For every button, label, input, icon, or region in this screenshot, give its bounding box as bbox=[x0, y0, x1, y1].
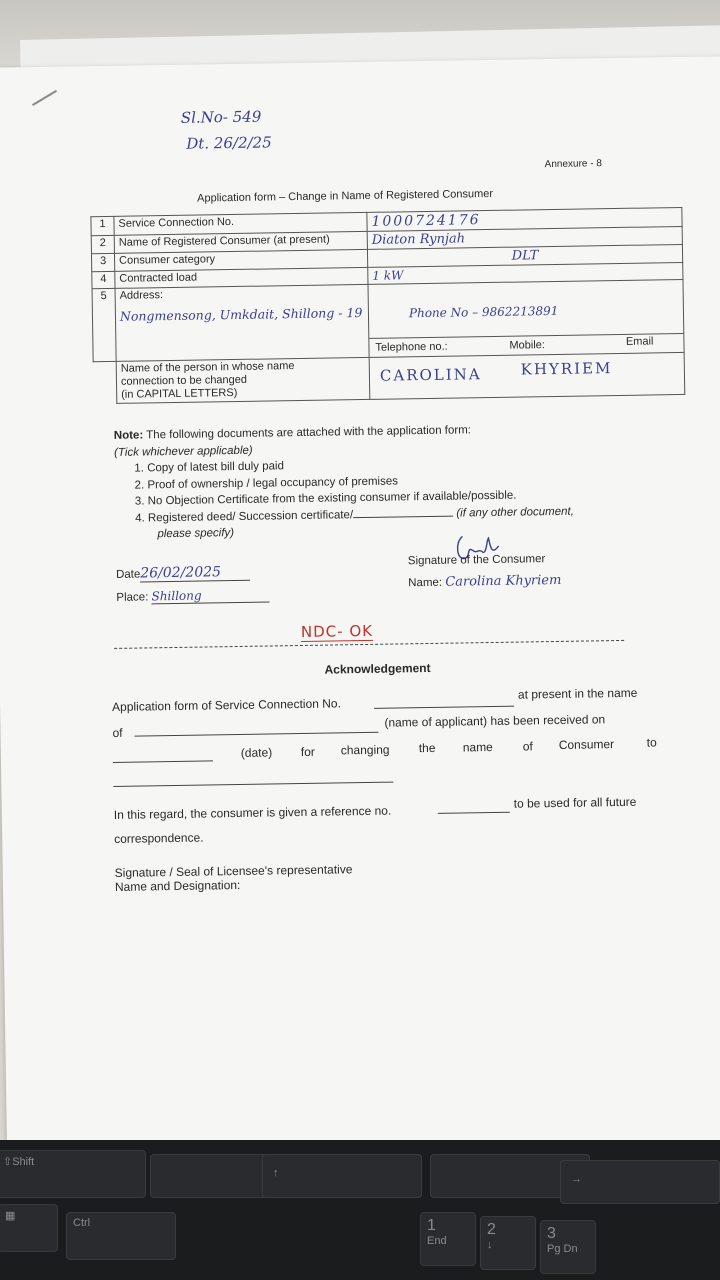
key[interactable] bbox=[560, 1160, 720, 1204]
table-row bbox=[93, 352, 685, 403]
row-number: 3 bbox=[91, 253, 114, 271]
name-value: Carolina Khyriem bbox=[445, 572, 562, 590]
email-label: Email bbox=[625, 335, 654, 348]
date-note: Dt. 26/2/25 bbox=[186, 133, 272, 153]
note-sub: (Tick whichever applicable) bbox=[114, 444, 253, 459]
ack-sig2: Name and Designation: bbox=[114, 877, 241, 894]
ndc-stamp: NDC- OK bbox=[300, 621, 374, 641]
date-label: Date bbox=[115, 568, 141, 581]
arrow-down-icon: ↓ bbox=[487, 1239, 493, 1251]
key[interactable] bbox=[262, 1154, 422, 1198]
key[interactable] bbox=[0, 1204, 58, 1252]
signature-label: Signature of the Consumer bbox=[407, 553, 546, 568]
arrow-up-icon: ↑ bbox=[273, 1167, 279, 1179]
ack-line2b: (name of applicant) has been received on bbox=[384, 712, 606, 730]
ack-line1b: at present in the name bbox=[517, 685, 638, 702]
form-title: Application form – Change in Name of Registered Consumer bbox=[197, 187, 494, 205]
new-name-label-1: Name of the person in whose name bbox=[120, 360, 295, 375]
ack-word: to bbox=[646, 735, 657, 750]
telephone-label: Telephone no.: bbox=[375, 340, 448, 354]
ack-word: Consumer bbox=[558, 737, 615, 752]
pgdn-label: Pg Dn bbox=[547, 1243, 578, 1255]
phone-note: Phone No – 9862213891 bbox=[408, 303, 559, 321]
ack-word: changing bbox=[340, 742, 390, 758]
mobile-label: Mobile: bbox=[509, 339, 546, 352]
key[interactable] bbox=[150, 1154, 270, 1198]
note-section bbox=[114, 419, 676, 543]
place-field bbox=[116, 587, 269, 604]
name-label: Name: bbox=[408, 576, 443, 590]
ack-line5b: to be used for all future bbox=[513, 794, 637, 811]
ack-blank-1 bbox=[374, 694, 514, 709]
ack-line2a: of bbox=[112, 725, 123, 740]
new-name-first: CAROLINA bbox=[379, 365, 482, 385]
new-name-last: KHYRIEM bbox=[520, 359, 613, 379]
annexure-label: Annexure - 8 bbox=[544, 158, 602, 171]
row-label: Address: bbox=[119, 289, 164, 302]
note-item-4-cont: please specify) bbox=[157, 527, 235, 541]
windows-icon: ▦ bbox=[5, 1210, 16, 1222]
serial-number-note: Sl.No- 549 bbox=[180, 107, 262, 127]
note-heading: Note: bbox=[113, 429, 144, 442]
row-label: Name of Registered Consumer (at present) bbox=[114, 231, 367, 253]
ack-blank-3 bbox=[113, 748, 213, 763]
date-value: 26/02/2025 bbox=[140, 564, 250, 583]
ack-word: for bbox=[300, 744, 315, 760]
ack-blank-4 bbox=[113, 770, 393, 787]
row-number: 1 bbox=[91, 216, 114, 235]
row-number: 2 bbox=[91, 235, 114, 253]
place-label: Place: bbox=[116, 591, 149, 604]
row-number: 5 bbox=[92, 288, 116, 361]
new-name-label-2: connection to be changed bbox=[120, 373, 248, 388]
key-3-label: 3 bbox=[547, 1225, 556, 1242]
ack-line1a: Application form of Service Connection No. bbox=[111, 696, 341, 714]
service-connection-value: 1000724176 bbox=[371, 212, 481, 230]
arrow-right-icon: → bbox=[571, 1173, 582, 1185]
registered-consumer-value: Diaton Rynjah bbox=[371, 231, 466, 248]
note-item-2: 2. Proof of ownership / legal occupancy of premises bbox=[134, 474, 399, 492]
note-item-3: 3. No Objection Certificate from the existing consumer if available/possible. bbox=[134, 489, 517, 508]
shift-label: Shift bbox=[12, 1156, 35, 1168]
shift-key[interactable] bbox=[0, 1150, 146, 1198]
ack-word: the bbox=[418, 740, 436, 756]
pencil-mark bbox=[32, 90, 57, 106]
row-label: Contracted load bbox=[115, 267, 368, 288]
date-field bbox=[116, 564, 251, 583]
ack-line6: correspondence. bbox=[114, 830, 204, 846]
ack-title: Acknowledgement bbox=[324, 660, 431, 677]
ack-blank-5 bbox=[438, 800, 510, 814]
end-key[interactable] bbox=[420, 1212, 476, 1266]
key-2-label: 2 bbox=[487, 1221, 496, 1238]
note-item-4: 4. Registered deed/ Succession certificate/ bbox=[135, 508, 354, 525]
row-label: Service Connection No. bbox=[114, 212, 367, 235]
application-form-paper bbox=[0, 56, 720, 1157]
form-table bbox=[90, 207, 685, 404]
row-label: Consumer category bbox=[114, 249, 367, 271]
table-row bbox=[92, 279, 684, 361]
shift-icon: ⇧ bbox=[3, 1156, 13, 1168]
key-2[interactable] bbox=[480, 1216, 536, 1270]
address-value: Nongmensong, Umkdait, Shillong - 19 bbox=[119, 304, 363, 324]
place-value: Shillong bbox=[151, 587, 269, 604]
ack-word: name bbox=[462, 739, 493, 755]
ack-blank-2 bbox=[134, 720, 378, 737]
separator-line bbox=[114, 640, 624, 649]
ack-body bbox=[112, 685, 663, 894]
pgdn-key[interactable] bbox=[540, 1220, 596, 1274]
note-text: The following documents are attached with the application form: bbox=[146, 424, 472, 442]
note-item-4-tail: (if any other document, bbox=[456, 505, 574, 520]
row-number: 4 bbox=[92, 271, 115, 288]
ack-sig1: Signature / Seal of Licensee's representative bbox=[114, 862, 353, 880]
key-1-label: 1 bbox=[427, 1217, 436, 1234]
ack-word: of bbox=[522, 739, 533, 754]
ack-word: (date) bbox=[240, 745, 273, 760]
ctrl-key[interactable] bbox=[66, 1212, 176, 1260]
ctrl-label: Ctrl bbox=[73, 1217, 91, 1229]
consumer-category-value: DLT bbox=[511, 248, 539, 264]
note-item-4-line bbox=[353, 515, 453, 518]
end-label: End bbox=[427, 1235, 447, 1247]
new-name-label-3: (in CAPITAL LETTERS) bbox=[121, 386, 238, 401]
contracted-load-value: 1 kW bbox=[372, 268, 404, 283]
note-item-1: 1. Copy of latest bill duly paid bbox=[134, 460, 285, 475]
keyboard bbox=[0, 1140, 720, 1280]
ack-line5a: In this regard, the consumer is given a reference no. bbox=[113, 803, 392, 822]
consumer-name-field bbox=[408, 573, 561, 590]
